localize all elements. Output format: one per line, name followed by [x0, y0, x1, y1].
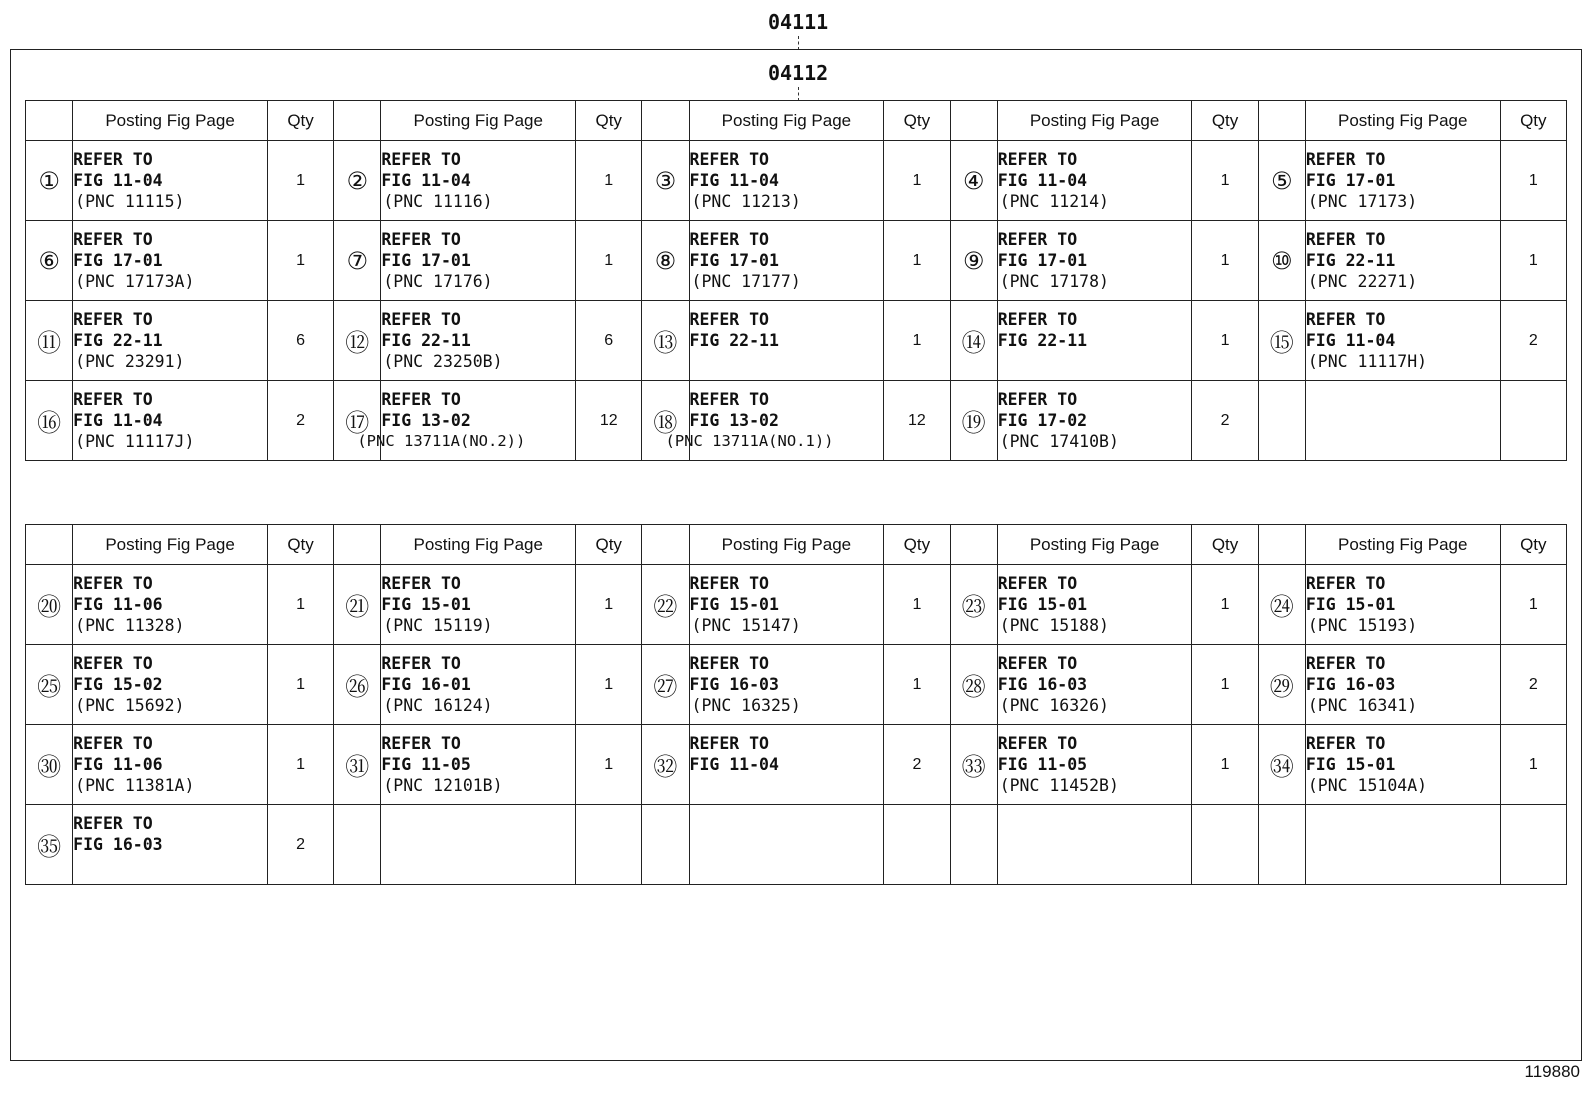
refer-to-text: REFER TO: [381, 574, 461, 593]
fig-reference: FIG 16-03: [73, 835, 163, 854]
fig-reference: FIG 11-04: [73, 171, 163, 190]
item-number: ②: [334, 141, 381, 221]
posting-fig-page: [689, 221, 884, 301]
fig-reference: FIG 11-04: [689, 755, 779, 774]
fig-reference: FIG 22-11: [73, 331, 163, 350]
item-number: ㉟: [26, 805, 73, 885]
item-number: ⑪: [26, 301, 73, 381]
quantity: 6: [267, 301, 333, 381]
quantity: 1: [884, 221, 950, 301]
pnc-reference: (PNC 17177): [691, 272, 801, 291]
fig-reference: FIG 17-01: [73, 251, 163, 270]
pnc-reference: [692, 775, 884, 796]
item-number: ①: [26, 141, 73, 221]
quantity: 1: [267, 221, 333, 301]
document-id: 119880: [1524, 1062, 1580, 1081]
refer-to-text: REFER TO: [997, 230, 1078, 249]
item-number: ⑦: [334, 221, 381, 301]
item-number: [1258, 805, 1305, 885]
item-number: ④: [950, 141, 997, 221]
fig-reference: FIG 17-01: [997, 251, 1088, 270]
pnc-reference: (PNC 17178): [999, 272, 1109, 291]
refer-to-text: REFER TO: [381, 310, 461, 329]
refer-to-text: [998, 813, 1192, 834]
table-row: [26, 565, 1567, 645]
pnc-reference: (PNC 11115): [75, 192, 185, 211]
refer-to-text: REFER TO: [997, 574, 1078, 593]
posting-fig-page: [73, 725, 268, 805]
posting-fig-page: [381, 565, 576, 645]
item-number: ⑮: [1258, 301, 1305, 381]
item-number: ⑩: [1258, 221, 1305, 301]
refer-to-text: REFER TO: [73, 390, 153, 409]
pnc-reference: (PNC 15188): [999, 616, 1109, 635]
posting-fig-page: [1305, 725, 1500, 805]
pnc-reference: [1000, 351, 1192, 372]
refer-to-text: REFER TO: [997, 310, 1078, 329]
quantity: 1: [884, 565, 950, 645]
header-num-cell: [642, 525, 689, 565]
pnc-reference: (PNC 16325): [691, 696, 801, 715]
header-num-cell: [334, 101, 381, 141]
fig-reference: FIG 22-11: [1305, 251, 1396, 270]
posting-fig-page: [73, 805, 268, 885]
pnc-reference: (PNC 17176): [383, 272, 493, 291]
header-qty: Qty: [1192, 101, 1258, 141]
posting-fig-page: [997, 645, 1192, 725]
pnc-reference: (PNC 11117J): [75, 432, 195, 451]
fig-reference: FIG 11-04: [689, 171, 779, 190]
pnc-reference: (PNC 23291): [75, 352, 185, 371]
pnc-reference: (PNC 11213): [691, 192, 801, 211]
refer-to-text: REFER TO: [997, 654, 1078, 673]
item-number: ㉓: [950, 565, 997, 645]
table-header-row: [26, 101, 1567, 141]
header-num-cell: [642, 101, 689, 141]
posting-fig-page: [997, 805, 1192, 885]
header-desc: Posting Fig Page: [73, 101, 268, 141]
item-number: ㉙: [1258, 645, 1305, 725]
fig-reference: FIG 22-11: [689, 331, 779, 350]
refer-to-text: REFER TO: [689, 310, 769, 329]
posting-fig-page: [73, 221, 268, 301]
header-qty: Qty: [1192, 525, 1258, 565]
refer-to-text: REFER TO: [689, 654, 769, 673]
header-qty: Qty: [1500, 525, 1566, 565]
fig-reference: FIG 17-01: [381, 251, 471, 270]
quantity: 12: [884, 381, 950, 461]
leader-line-top: [798, 36, 800, 50]
posting-fig-page: [73, 565, 268, 645]
item-number: ㉖: [334, 645, 381, 725]
refer-to-text: REFER TO: [1305, 310, 1386, 329]
fig-reference: FIG 15-01: [997, 595, 1088, 614]
header-num-cell: [26, 525, 73, 565]
fig-reference: FIG 15-01: [1305, 755, 1396, 774]
quantity: 1: [1500, 565, 1566, 645]
header-desc: Posting Fig Page: [381, 101, 576, 141]
refer-to-text: REFER TO: [689, 390, 769, 409]
quantity: 1: [1192, 565, 1258, 645]
refer-to-text: REFER TO: [997, 734, 1078, 753]
posting-fig-page: [689, 645, 884, 725]
header-num-cell: [26, 101, 73, 141]
item-number: ⑳: [26, 565, 73, 645]
pnc-reference: [692, 855, 884, 876]
item-number: ⑧: [642, 221, 689, 301]
header-num-cell: [950, 101, 997, 141]
quantity: [1500, 381, 1566, 461]
parts-table-2: [25, 524, 1567, 885]
quantity: 6: [576, 301, 642, 381]
refer-to-text: REFER TO: [73, 310, 153, 329]
posting-fig-page: [997, 381, 1192, 461]
quantity: 1: [1192, 301, 1258, 381]
posting-fig-page: [381, 221, 576, 301]
table-row: [26, 141, 1567, 221]
assembly-label-04111: 04111: [768, 10, 829, 34]
item-number: ㉜: [642, 725, 689, 805]
posting-fig-page: [381, 725, 576, 805]
quantity: 12: [576, 381, 642, 461]
quantity: 1: [576, 221, 642, 301]
header-desc: Posting Fig Page: [1305, 525, 1500, 565]
refer-to-text: [381, 813, 575, 834]
quantity: 1: [576, 725, 642, 805]
posting-fig-page: [997, 301, 1192, 381]
quantity: [1192, 805, 1258, 885]
quantity: 1: [267, 565, 333, 645]
header-qty: Qty: [576, 525, 642, 565]
header-desc: Posting Fig Page: [997, 525, 1192, 565]
pnc-reference: [75, 855, 267, 876]
quantity: 1: [576, 645, 642, 725]
pnc-reference: (PNC 13711A(NO.2)): [357, 432, 526, 450]
posting-fig-page: [381, 805, 576, 885]
fig-reference: FIG 16-03: [1305, 675, 1396, 694]
fig-reference: [1306, 834, 1500, 855]
item-number: ㉗: [642, 645, 689, 725]
refer-to-text: [690, 813, 884, 834]
refer-to-text: REFER TO: [73, 734, 153, 753]
item-number: ㉛: [334, 725, 381, 805]
refer-to-text: [1306, 813, 1500, 834]
header-num-cell: [1258, 101, 1305, 141]
item-number: ⑯: [26, 381, 73, 461]
pnc-reference: [1308, 855, 1500, 876]
refer-to-text: REFER TO: [381, 734, 461, 753]
fig-reference: FIG 15-01: [689, 595, 779, 614]
item-number: ⑫: [334, 301, 381, 381]
item-number: ⑭: [950, 301, 997, 381]
quantity: 2: [1192, 381, 1258, 461]
posting-fig-page: [73, 381, 268, 461]
fig-reference: [381, 834, 575, 855]
leader-line-inner: [798, 87, 800, 101]
refer-to-text: [1306, 389, 1500, 410]
item-number: ㉝: [950, 725, 997, 805]
fig-reference: FIG 11-04: [997, 171, 1088, 190]
item-number: ③: [642, 141, 689, 221]
posting-fig-page: [689, 301, 884, 381]
fig-reference: FIG 17-01: [689, 251, 779, 270]
posting-fig-page: [381, 301, 576, 381]
fig-reference: FIG 22-11: [381, 331, 471, 350]
item-number: ⑨: [950, 221, 997, 301]
posting-fig-page: [73, 141, 268, 221]
quantity: 1: [1500, 221, 1566, 301]
fig-reference: FIG 16-01: [381, 675, 471, 694]
posting-fig-page: [997, 141, 1192, 221]
refer-to-text: REFER TO: [689, 734, 769, 753]
quantity: 2: [1500, 301, 1566, 381]
posting-fig-page: [689, 725, 884, 805]
pnc-reference: [1308, 431, 1500, 452]
fig-reference: FIG 15-01: [1305, 595, 1396, 614]
posting-fig-page: [1305, 221, 1500, 301]
item-number: ⑲: [950, 381, 997, 461]
fig-reference: FIG 22-11: [997, 331, 1088, 350]
header-qty: Qty: [1500, 101, 1566, 141]
item-number: ㉑: [334, 565, 381, 645]
pnc-reference: [692, 351, 884, 372]
table-row: [26, 805, 1567, 885]
fig-reference: FIG 15-02: [73, 675, 163, 694]
refer-to-text: REFER TO: [997, 150, 1078, 169]
fig-reference: [690, 834, 884, 855]
posting-fig-page: [689, 565, 884, 645]
table-header-row: [26, 525, 1567, 565]
refer-to-text: REFER TO: [1305, 574, 1386, 593]
item-number: ㉕: [26, 645, 73, 725]
refer-to-text: REFER TO: [689, 150, 769, 169]
table-row: [26, 645, 1567, 725]
pnc-reference: (PNC 23250B): [383, 352, 503, 371]
refer-to-text: REFER TO: [1305, 654, 1386, 673]
fig-reference: FIG 11-04: [1305, 331, 1396, 350]
posting-fig-page: [997, 725, 1192, 805]
fig-reference: FIG 11-05: [381, 755, 471, 774]
refer-to-text: REFER TO: [73, 654, 153, 673]
quantity: 2: [1500, 645, 1566, 725]
fig-reference: FIG 11-04: [73, 411, 163, 430]
fig-reference: FIG 17-01: [1305, 171, 1396, 190]
posting-fig-page: [73, 645, 268, 725]
item-number: ㉞: [1258, 725, 1305, 805]
quantity: 2: [267, 381, 333, 461]
pnc-reference: (PNC 11381A): [75, 776, 195, 795]
header-desc: Posting Fig Page: [689, 101, 884, 141]
pnc-reference: (PNC 11116): [383, 192, 493, 211]
quantity: [576, 805, 642, 885]
quantity: 1: [884, 645, 950, 725]
fig-reference: FIG 11-04: [381, 171, 471, 190]
item-number: ⑥: [26, 221, 73, 301]
fig-reference: FIG 13-02: [689, 411, 779, 430]
posting-fig-page: [1305, 805, 1500, 885]
pnc-reference: (PNC 17173A): [75, 272, 195, 291]
header-qty: Qty: [267, 525, 333, 565]
quantity: 1: [1500, 725, 1566, 805]
header-desc: Posting Fig Page: [689, 525, 884, 565]
pnc-reference: (PNC 11328): [75, 616, 185, 635]
pnc-reference: (PNC 15193): [1307, 616, 1418, 635]
refer-to-text: REFER TO: [381, 390, 461, 409]
quantity: 1: [1192, 221, 1258, 301]
refer-to-text: REFER TO: [1305, 734, 1386, 753]
item-number: ⑬: [642, 301, 689, 381]
header-num-cell: [950, 525, 997, 565]
quantity: 1: [576, 565, 642, 645]
pnc-reference: (PNC 17410B): [999, 432, 1119, 451]
fig-reference: [998, 834, 1192, 855]
pnc-reference: (PNC 22271): [1307, 272, 1418, 291]
header-desc: Posting Fig Page: [73, 525, 268, 565]
posting-fig-page: [1305, 381, 1500, 461]
posting-fig-page: [73, 301, 268, 381]
pnc-reference: (PNC 11452B): [999, 776, 1119, 795]
quantity: 1: [884, 141, 950, 221]
refer-to-text: REFER TO: [73, 150, 153, 169]
fig-reference: [1306, 410, 1500, 431]
header-desc: Posting Fig Page: [381, 525, 576, 565]
pnc-reference: (PNC 15104A): [1307, 776, 1428, 795]
posting-fig-page: [1305, 565, 1500, 645]
quantity: 1: [1192, 141, 1258, 221]
pnc-reference: (PNC 17173): [1307, 192, 1418, 211]
item-number: ㉒: [642, 565, 689, 645]
posting-fig-page: [381, 645, 576, 725]
table-row: [26, 725, 1567, 805]
pnc-reference: (PNC 11214): [999, 192, 1109, 211]
fig-reference: FIG 11-06: [73, 755, 163, 774]
fig-reference: FIG 11-06: [73, 595, 163, 614]
item-number: ㉚: [26, 725, 73, 805]
pnc-reference: (PNC 16326): [999, 696, 1109, 715]
quantity: 1: [1500, 141, 1566, 221]
posting-fig-page: [1305, 141, 1500, 221]
refer-to-text: REFER TO: [73, 574, 153, 593]
fig-reference: FIG 13-02: [381, 411, 471, 430]
fig-reference: FIG 11-05: [997, 755, 1088, 774]
assembly-label-04112: 04112: [768, 61, 829, 85]
quantity: 2: [267, 805, 333, 885]
pnc-reference: (PNC 12101B): [383, 776, 503, 795]
pnc-reference: [1000, 855, 1192, 876]
item-number: [1258, 381, 1305, 461]
pnc-reference: (PNC 13711A(NO.1)): [665, 432, 834, 450]
header-desc: Posting Fig Page: [1305, 101, 1500, 141]
item-number: ⑱: [642, 381, 689, 461]
header-qty: Qty: [267, 101, 333, 141]
fig-reference: FIG 17-02: [997, 411, 1088, 430]
fig-reference: FIG 16-03: [689, 675, 779, 694]
quantity: 1: [267, 141, 333, 221]
quantity: 1: [267, 645, 333, 725]
header-num-cell: [334, 525, 381, 565]
posting-fig-page: [1305, 301, 1500, 381]
quantity: 1: [1192, 725, 1258, 805]
header-qty: Qty: [884, 101, 950, 141]
parts-table-1: [25, 100, 1567, 461]
item-number: [642, 805, 689, 885]
refer-to-text: REFER TO: [689, 230, 769, 249]
pnc-reference: (PNC 11117H): [1307, 352, 1428, 371]
quantity: 1: [884, 301, 950, 381]
posting-fig-page: [689, 805, 884, 885]
item-number: ⑰: [334, 381, 381, 461]
refer-to-text: REFER TO: [381, 150, 461, 169]
quantity: [1500, 805, 1566, 885]
posting-fig-page: [689, 141, 884, 221]
quantity: 1: [267, 725, 333, 805]
posting-fig-page: [1305, 645, 1500, 725]
posting-fig-page: [997, 565, 1192, 645]
quantity: 2: [884, 725, 950, 805]
pnc-reference: (PNC 16124): [383, 696, 493, 715]
quantity: 1: [1192, 645, 1258, 725]
item-number: ㉘: [950, 645, 997, 725]
refer-to-text: REFER TO: [73, 814, 153, 833]
quantity: [884, 805, 950, 885]
item-number: ⑤: [1258, 141, 1305, 221]
item-number: [334, 805, 381, 885]
header-qty: Qty: [884, 525, 950, 565]
header-qty: Qty: [576, 101, 642, 141]
refer-to-text: REFER TO: [381, 230, 461, 249]
table-row: [26, 221, 1567, 301]
item-number: [950, 805, 997, 885]
quantity: 1: [576, 141, 642, 221]
posting-fig-page: [997, 221, 1192, 301]
refer-to-text: REFER TO: [73, 230, 153, 249]
refer-to-text: REFER TO: [381, 654, 461, 673]
pnc-reference: (PNC 15147): [691, 616, 801, 635]
pnc-reference: (PNC 16341): [1307, 696, 1418, 715]
item-number: ㉔: [1258, 565, 1305, 645]
table-row: [26, 381, 1567, 461]
pnc-reference: [383, 855, 575, 876]
fig-reference: FIG 15-01: [381, 595, 471, 614]
refer-to-text: REFER TO: [1305, 150, 1386, 169]
posting-fig-page: [381, 141, 576, 221]
pnc-reference: (PNC 15692): [75, 696, 185, 715]
refer-to-text: REFER TO: [689, 574, 769, 593]
refer-to-text: REFER TO: [1305, 230, 1386, 249]
fig-reference: FIG 16-03: [997, 675, 1088, 694]
refer-to-text: REFER TO: [997, 390, 1078, 409]
header-num-cell: [1258, 525, 1305, 565]
pnc-reference: (PNC 15119): [383, 616, 493, 635]
header-desc: Posting Fig Page: [997, 101, 1192, 141]
table-row: [26, 301, 1567, 381]
